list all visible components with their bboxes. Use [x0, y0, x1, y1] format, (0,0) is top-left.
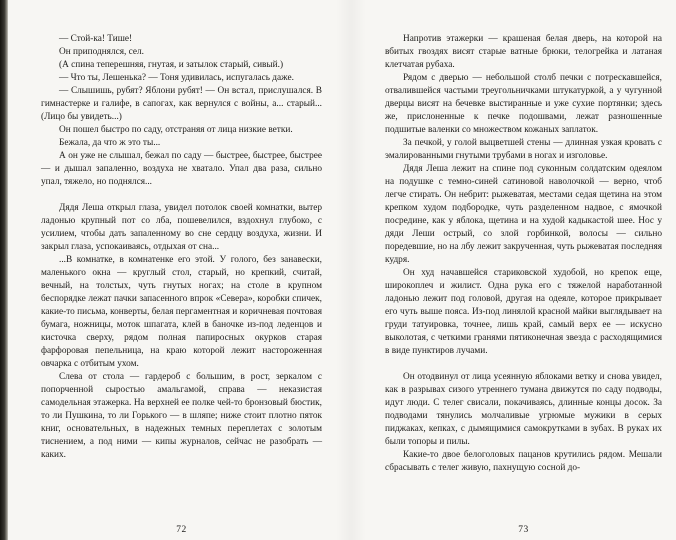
paragraph: Напротив этажерки — крашеная белая дверь, на которой на вбитых гвоздях висят старые ватные брюки, телогрейка и латаная клетчатая рубаха. — [385, 34, 662, 70]
page-right-text — [385, 0, 662, 475]
page-number-right: 73 — [518, 525, 529, 535]
book-binding-edge — [0, 0, 8, 540]
paragraph: ...В комнатке, в комнатенке его этой. У голого, без занавески, маленького окна — круглый стол, старый, но крепкий, считай, вечный, на толстых, чуть гнутых ногах; на столе в крупном беспорядке лежат пачки запасенного впрок «Севера», коробки спичек, какие-то письма, конверты, белая пергаментная и коричневая почтовая бумага, ножницы, моток шпагата, клей в баночке из-под леденцов и кисточка сверху, рядом полная папиросных окурков старая фарфоровая пепельница, на краю которой лежит настороженная овчарка с отбитым ухом. — [41, 255, 322, 369]
page-number-left: 72 — [176, 525, 187, 535]
paragraph: Он отодвинул от лица усеянную яблоками ветку и снова увидел, как в разрывах сизого утреннего тумана движутся по саду подводы, идут люди. С телег свисали, покачиваясь, длинные концы досок. За подводами тянулись молчаливые угрюмые мужики в серых пиджаках, кепках, с дымящимися самокрутками в зубах. В руках их были топоры и пилы. — [385, 372, 662, 447]
paragraph: Дядя Леша лежит на спине под суконным солдатским одеялом на подушке с темно-синей сатиновой наволочкой — верно, чтоб легче стирать. Он небрит: рыжеватая, местами седая щетина на этом крепком худом подбородке, чуть разделенном надвое, с ямочкой посредине, как у яблока, щетина и на худой кадыкастой шее. Нос у дяди Леши острый, со злой горбинкой, волосы — сильно поредевшие, но на лбу лежит закрученная, чуть рыжеватая последняя кудря. — [385, 164, 662, 265]
paragraph: Он пошел быстро по саду, отстраняя от лица низкие ветки. — [59, 125, 293, 135]
paragraph: Слева от стола — гардероб с большим, в рост, зеркалом с попорченной сыростью амальгамой, справа — неказистая самодельная этажерка. На верхней ее полке чей-то бронзовый бюстик, то ли Пушкина, то ли Горького — в шляпе; ниже стоит плотно пяток книг, основательных, в надежных темных переплетах с золотым тиснением, а под ними — кипы журналов, сейчас не разобрать — каких. — [41, 372, 322, 460]
paragraph: Дядя Леша открыл глаза, увидел потолок своей комнатки, вытер ладонью крупный пот со лба, пошевелился, вздохнул глубоко, с усилием, чтобы дать запаленному во сне сердцу воздуха, жизни. И закрыл глаза, успокаиваясь, отдыхая от сна... — [41, 203, 322, 252]
paragraph: За печкой, у голой выцветшей стены — длинная узкая кровать с эмалированными гнутыми трубами в ногах и изголовье. — [385, 138, 662, 161]
page-left-text — [41, 0, 322, 462]
paragraph: Бежала, да что ж это ты... — [59, 138, 161, 148]
paragraph: — Стой-ка! Тише! — [59, 34, 133, 44]
paragraph: Рядом с дверью — небольшой столб печки с потрескавшейся, отвалившейся частыми треугольничками штукатуркой, а у чугунной дверцы висят на бечевке выстиранные и уже сухие портянки; здесь же, прислоненные к печке подошвами, лежат разношенные подшитые валенки со множеством кожаных заплаток. — [385, 73, 662, 135]
center-seam — [336, 0, 366, 540]
paragraph: А он уже не слышал, бежал по саду — быстрее, быстрее, быстрее — и дышал запаленно, воздуха не хватало. Упал два раза, сильно упал, тяжело, но поднялся... — [41, 151, 322, 187]
paragraph: (А спина теперешняя, гнутая, и затылок старый, сивый.) — [59, 60, 284, 70]
paragraph: — Что ты, Лешенька? — Тоня удивилась, испугалась даже. — [59, 73, 294, 83]
paragraph: Какие-то двое белоголовых пацанов крутились рядом. Мешали сбрасывать с телег живую, пахнущую сосной до- — [385, 450, 662, 473]
paragraph: Он худ начавшейся стариковской худобой, но крепок еще, широкоплеч и жилист. Одна рука его с тяжелой наработанной ладонью лежит под головой, другая на одеяле, которое прикрывает его чуть выше пояса. Из-под линялой красной майки выглядывает на груди татуировка, точнее, лишь край, самый верх ее — искусно выколотая, с четкими гранями пятиконечная звезда с расходящимися в виде пунктиров лучами. — [385, 268, 662, 356]
paragraph: — Слышишь, рубят? Яблони рубят! — Он встал, прислушался. В гимнастерке и галифе, в сапогах, как вернулся с войны, а... старый... (Лицо бы увидеть...) — [41, 86, 322, 122]
paragraph: Он приподнялся, сел. — [59, 47, 144, 57]
page-right — [385, 0, 662, 540]
page-left — [41, 0, 322, 540]
